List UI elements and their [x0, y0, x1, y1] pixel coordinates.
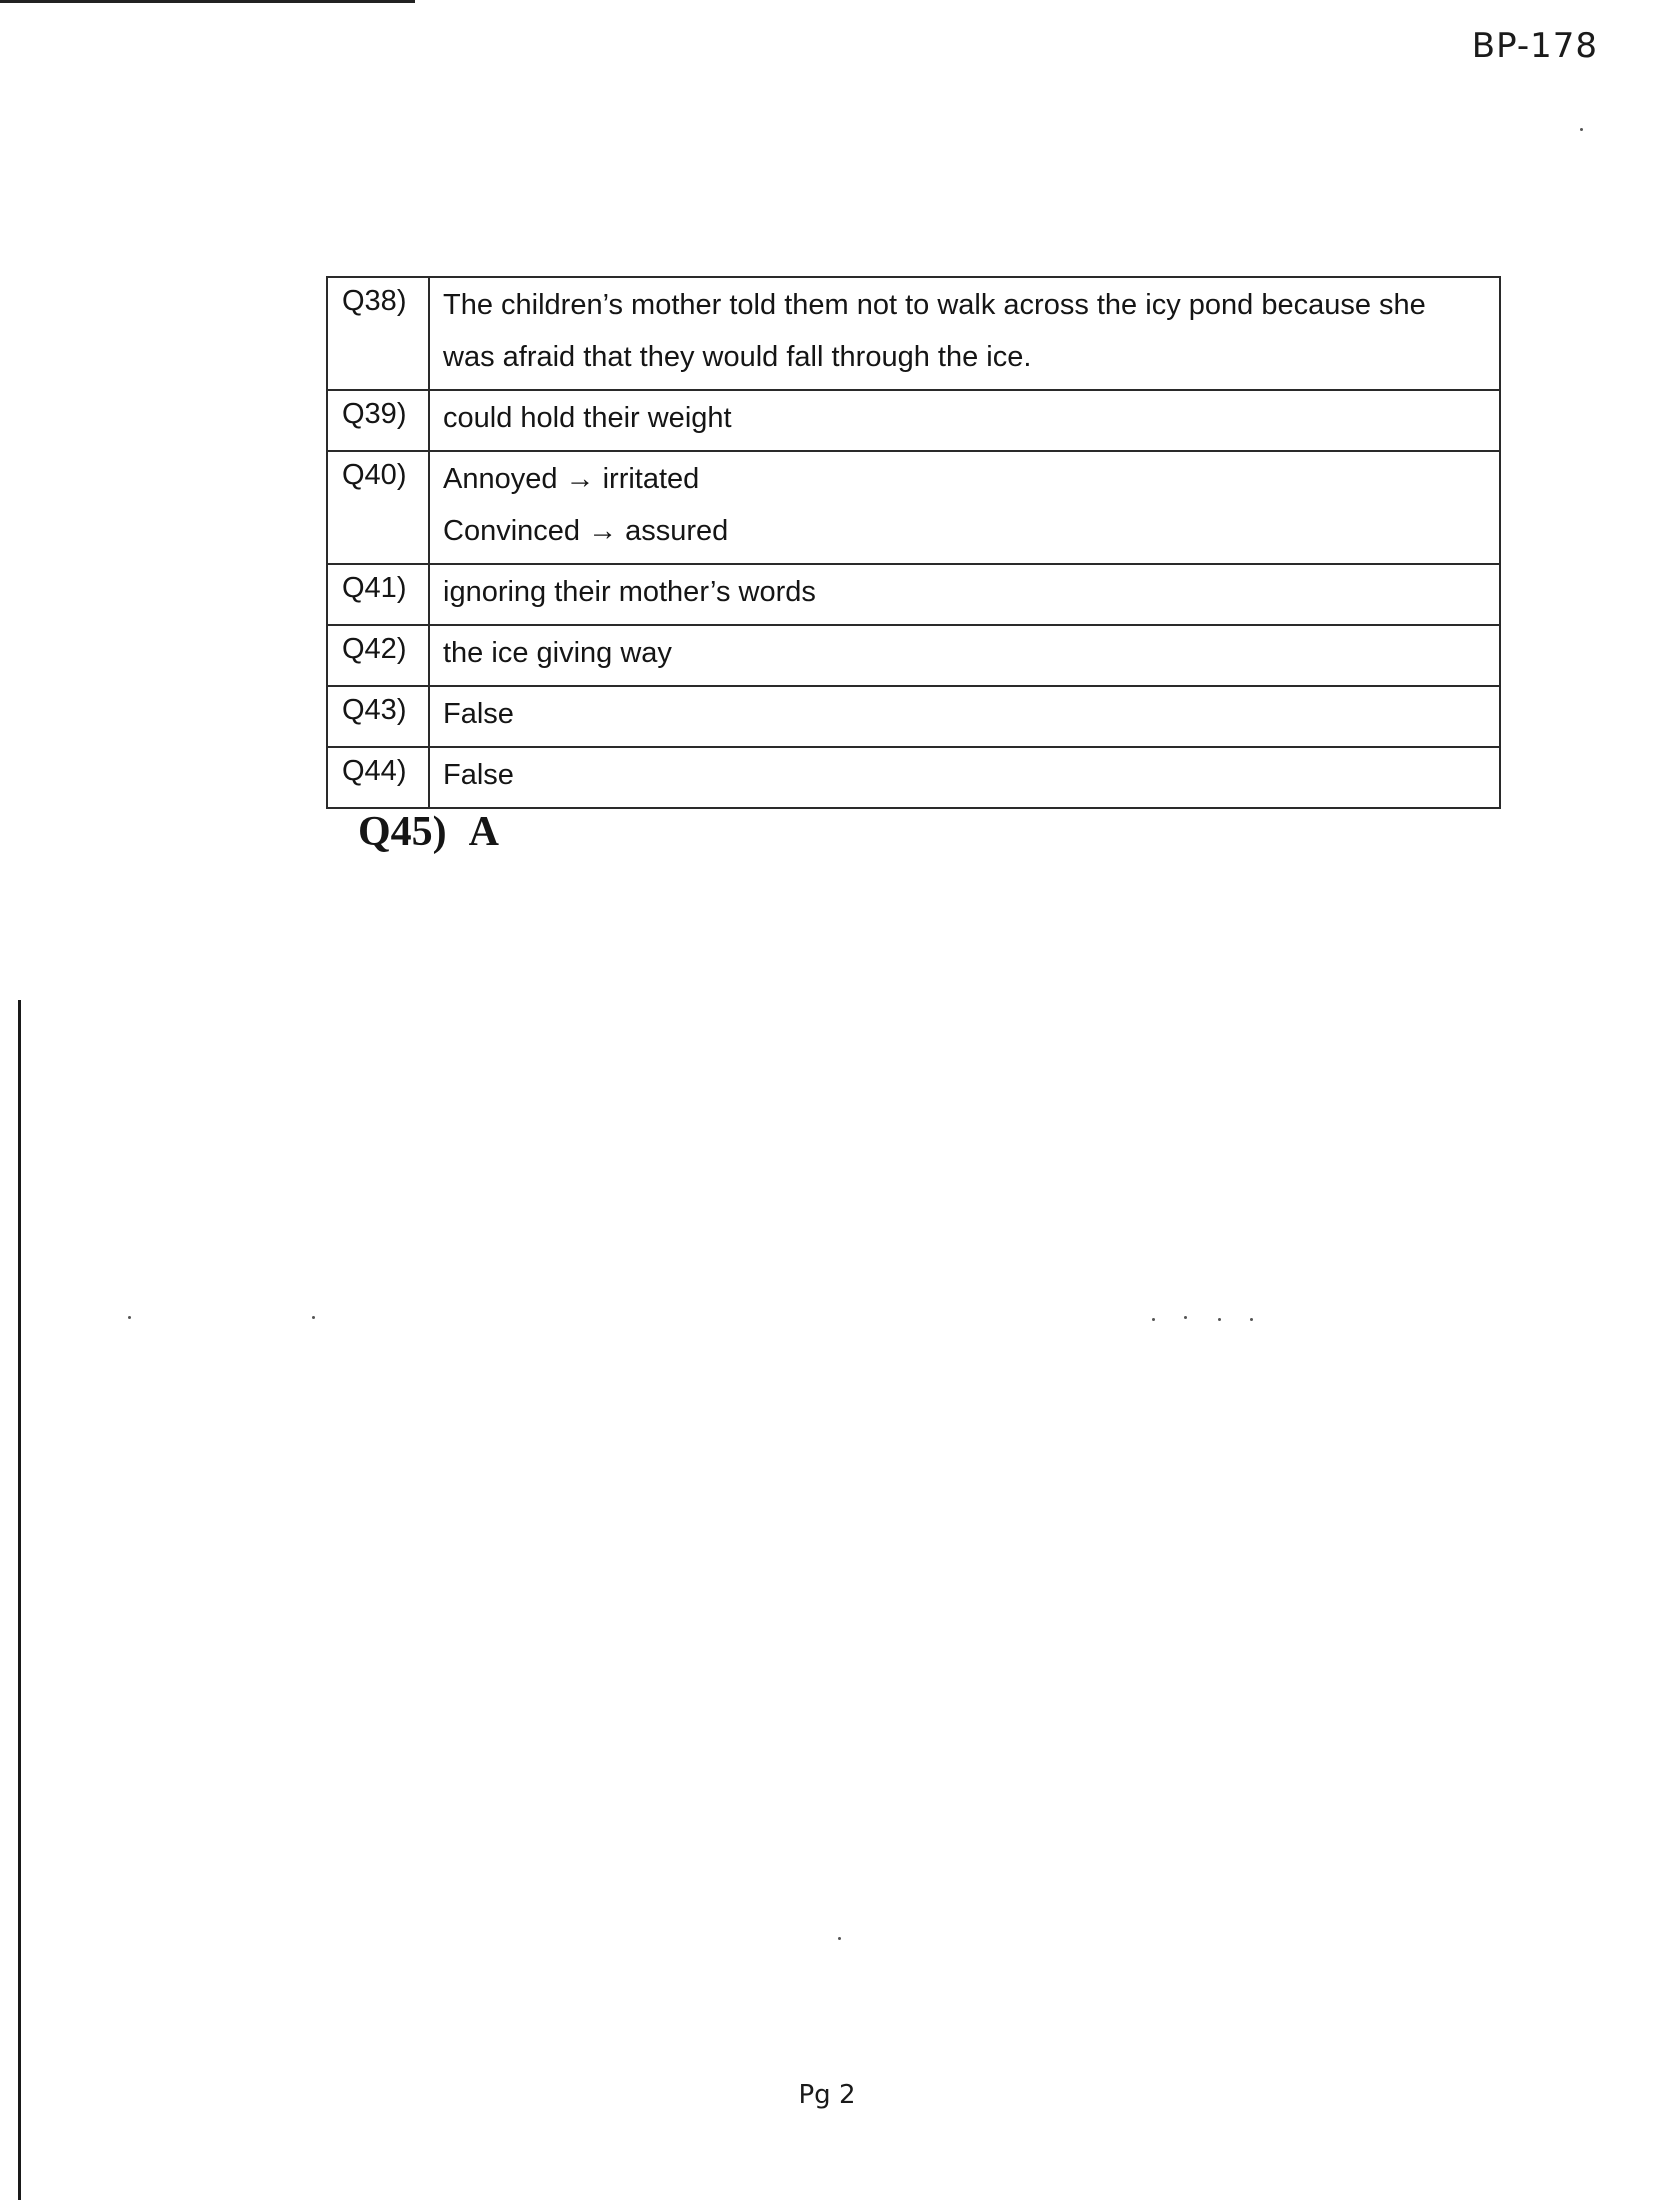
answer-line: The children’s mother told them not to walk across the icy pond because she	[443, 289, 1426, 321]
answer-cell	[429, 451, 1500, 564]
answer-line: Convinced → assured	[443, 515, 729, 547]
answer-line: False	[443, 759, 514, 791]
table-row	[327, 747, 1500, 808]
answer-line: the ice giving way	[443, 637, 672, 669]
scan-speck	[312, 1316, 315, 1319]
scan-speck	[1580, 128, 1583, 131]
answer-line: False	[443, 698, 514, 730]
scan-speck	[1250, 1318, 1253, 1321]
question-number: Q41)	[327, 564, 429, 625]
question-number: Q43)	[327, 686, 429, 747]
answer-cell	[429, 747, 1500, 808]
question-number: Q38)	[327, 277, 429, 390]
q45-answer	[358, 808, 499, 856]
answer-cell	[429, 686, 1500, 747]
scan-speck	[1218, 1318, 1221, 1321]
q45-value: A	[468, 809, 499, 855]
document-code: BP-178	[1471, 26, 1598, 66]
answer-cell	[429, 625, 1500, 686]
scan-speck	[1152, 1318, 1155, 1321]
q45-label: Q45)	[358, 809, 447, 855]
question-number: Q44)	[327, 747, 429, 808]
answer-cell	[429, 277, 1500, 390]
scan-edge-line	[18, 1000, 21, 2200]
answer-line: was afraid that they would fall through the ice.	[443, 341, 1032, 373]
question-number: Q39)	[327, 390, 429, 451]
scan-speck	[1184, 1316, 1187, 1319]
table-row	[327, 390, 1500, 451]
answer-cell	[429, 390, 1500, 451]
answer-line: Annoyed → irritated	[443, 463, 700, 495]
scan-speck	[838, 1937, 841, 1940]
answer-line: ignoring their mother’s words	[443, 576, 816, 608]
table-row	[327, 451, 1500, 564]
top-rule	[0, 0, 415, 3]
table-row	[327, 277, 1500, 390]
scan-speck	[128, 1316, 131, 1319]
question-number: Q42)	[327, 625, 429, 686]
table-row	[327, 686, 1500, 747]
page-number: Pg 2	[798, 2080, 856, 2110]
answer-line: could hold their weight	[443, 402, 732, 434]
answer-table	[326, 276, 1501, 809]
answer-cell	[429, 564, 1500, 625]
table-row	[327, 564, 1500, 625]
question-number: Q40)	[327, 451, 429, 564]
table-row	[327, 625, 1500, 686]
